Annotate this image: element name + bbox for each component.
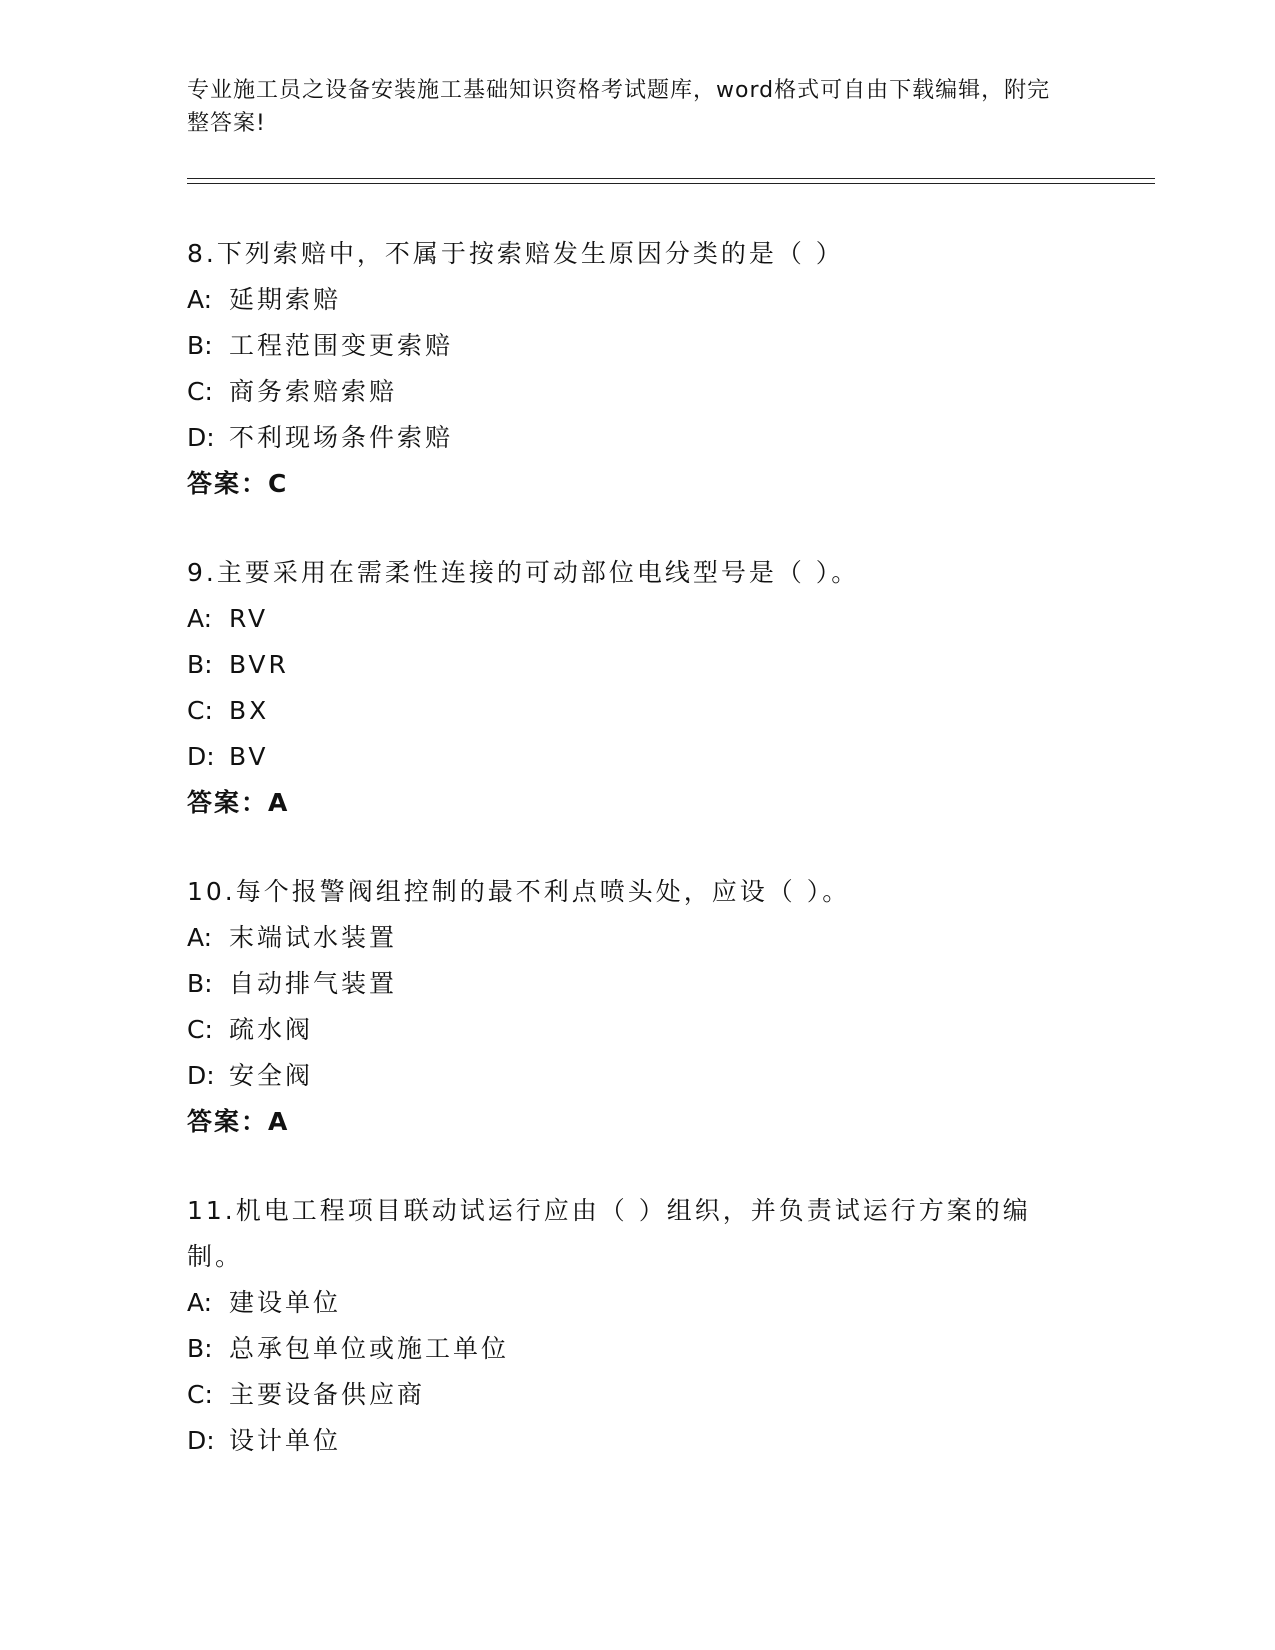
option-letter: D: bbox=[187, 742, 215, 771]
question-9 bbox=[187, 550, 1067, 826]
option-text: 不利现场条件索赔 bbox=[229, 423, 454, 452]
option-text: 末端试水装置 bbox=[229, 923, 398, 952]
option-text: 自动排气装置 bbox=[229, 969, 398, 998]
option-letter: A: bbox=[187, 923, 213, 952]
document-intro: 专业施工员之设备安装施工基础知识资格考试题库，word格式可自由下载编辑，附完整答案! bbox=[187, 78, 1051, 136]
option-letter: B: bbox=[187, 650, 213, 679]
question-stem: 10.每个报警阀组控制的最不利点喷头处，应设（ ）。 bbox=[187, 877, 851, 906]
question-10 bbox=[187, 869, 1067, 1145]
option-c bbox=[187, 688, 1067, 734]
option-text: 延期索赔 bbox=[229, 285, 342, 314]
option-c bbox=[187, 369, 1067, 415]
header-divider-bottom bbox=[187, 183, 1155, 184]
option-text: 主要设备供应商 bbox=[229, 1380, 426, 1409]
option-text: 建设单位 bbox=[229, 1288, 342, 1317]
option-letter: B: bbox=[187, 331, 213, 360]
option-b bbox=[187, 642, 1067, 688]
answer-line: 答案：A bbox=[187, 1107, 290, 1136]
option-letter: C: bbox=[187, 377, 213, 406]
option-text: 工程范围变更索赔 bbox=[229, 331, 454, 360]
option-text: RV bbox=[229, 604, 269, 633]
option-c bbox=[187, 1372, 1067, 1418]
option-text: 商务索赔索赔 bbox=[229, 377, 398, 406]
option-letter: D: bbox=[187, 423, 215, 452]
option-b bbox=[187, 961, 1067, 1007]
option-letter: C: bbox=[187, 696, 213, 725]
option-d bbox=[187, 1053, 1067, 1099]
option-letter: C: bbox=[187, 1380, 213, 1409]
option-text: BVR bbox=[229, 650, 289, 679]
question-8 bbox=[187, 231, 1067, 507]
question-stem: 9.主要采用在需柔性连接的可动部位电线型号是（ ）。 bbox=[187, 558, 860, 587]
option-letter: B: bbox=[187, 969, 213, 998]
option-d bbox=[187, 734, 1067, 780]
header-divider-top bbox=[187, 178, 1155, 179]
option-c bbox=[187, 1007, 1067, 1053]
question-stem: 8.下列索赔中，不属于按索赔发生原因分类的是（ ） bbox=[187, 239, 844, 268]
option-text: 安全阀 bbox=[229, 1061, 314, 1090]
answer-line: 答案：C bbox=[187, 469, 289, 498]
option-a bbox=[187, 1280, 1067, 1326]
option-d bbox=[187, 1418, 1067, 1464]
option-letter: D: bbox=[187, 1061, 215, 1090]
option-letter: A: bbox=[187, 1288, 213, 1317]
answer-line: 答案：A bbox=[187, 788, 290, 817]
option-d bbox=[187, 415, 1067, 461]
option-b bbox=[187, 323, 1067, 369]
option-letter: B: bbox=[187, 1334, 213, 1363]
option-text: BV bbox=[229, 742, 269, 771]
question-11 bbox=[187, 1188, 1067, 1464]
option-letter: A: bbox=[187, 604, 213, 633]
question-stem: 11.机电工程项目联动试运行应由（ ）组织，并负责试运行方案的编制。 bbox=[187, 1196, 1031, 1271]
option-a bbox=[187, 915, 1067, 961]
option-letter: A: bbox=[187, 285, 213, 314]
option-letter: C: bbox=[187, 1015, 213, 1044]
option-a bbox=[187, 277, 1067, 323]
option-a bbox=[187, 596, 1067, 642]
option-b bbox=[187, 1326, 1067, 1372]
option-letter: D: bbox=[187, 1426, 215, 1455]
option-text: 总承包单位或施工单位 bbox=[229, 1334, 510, 1363]
option-text: 设计单位 bbox=[229, 1426, 342, 1455]
option-text: BX bbox=[229, 696, 270, 725]
option-text: 疏水阀 bbox=[229, 1015, 314, 1044]
